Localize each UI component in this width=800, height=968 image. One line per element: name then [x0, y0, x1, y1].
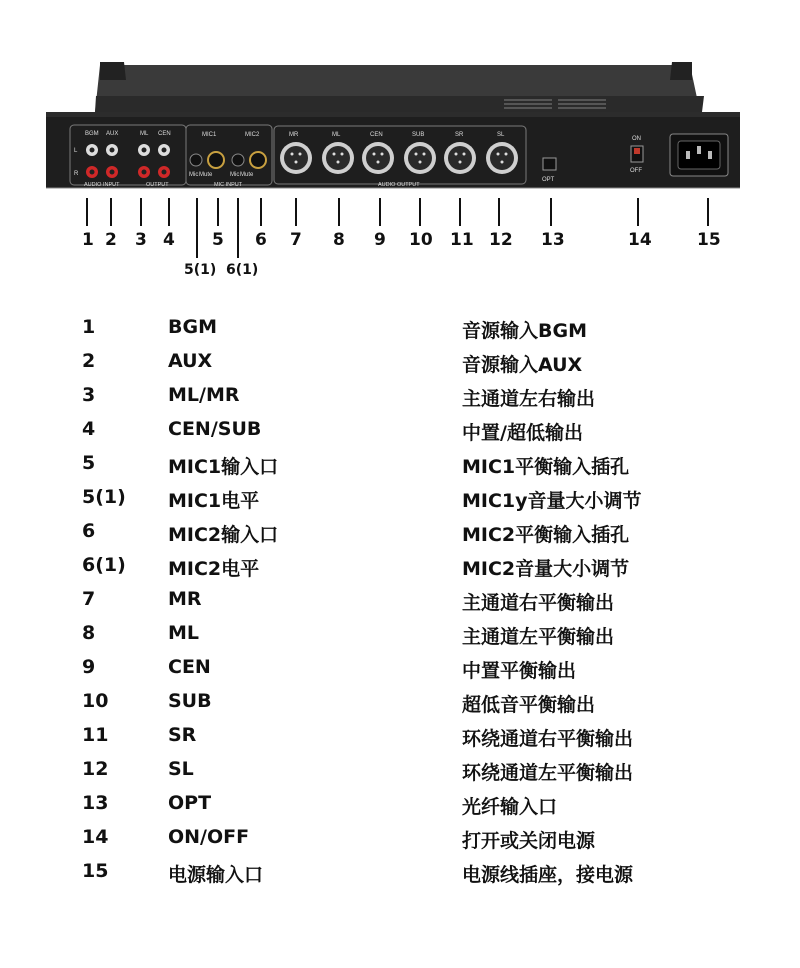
callout-11: 11 [450, 230, 474, 250]
label-on: ON [632, 136, 641, 142]
label-opt: OPT [542, 177, 555, 183]
callout-1: 1 [82, 230, 94, 250]
legend-row [0, 384, 800, 414]
legend-desc: 中置/超低输出 [462, 422, 583, 444]
legend-row [0, 486, 800, 516]
legend-row [0, 826, 800, 856]
label-xlr-sub: SUB [412, 132, 425, 138]
legend-row [0, 656, 800, 686]
legend-desc: 打开或关闭电源 [462, 830, 596, 852]
callout-6-1: 6(1) [226, 262, 259, 278]
legend-row [0, 860, 800, 890]
label-mic2-knob: Mic [230, 172, 240, 178]
legend-name: SL [168, 758, 194, 780]
legend-name: SUB [168, 690, 212, 712]
label-xlr-mr: MR [289, 132, 299, 138]
legend-desc: 主通道左右输出 [462, 388, 596, 410]
legend-desc: 电源线插座，接电源 [462, 864, 634, 886]
legend-row [0, 622, 800, 652]
label-mic2: MIC2 [245, 132, 260, 138]
rear-panel-diagram [0, 0, 800, 290]
legend-num: 12 [82, 758, 109, 780]
legend-num: 5 [82, 452, 96, 474]
group-audio-input: AUDIO INPUT [84, 182, 120, 188]
legend-num: 6(1) [82, 554, 126, 576]
callout-8: 8 [333, 230, 345, 250]
group-audio-output: AUDIO OUTPUT [378, 182, 420, 188]
legend-name: AUX [168, 350, 213, 372]
callout-5: 5 [212, 230, 224, 250]
callout-13: 13 [541, 230, 565, 250]
legend-row [0, 316, 800, 346]
legend-desc: 光纤输入口 [462, 796, 558, 818]
legend-name: CEN/SUB [168, 418, 262, 440]
legend-num: 13 [82, 792, 109, 814]
legend-row [0, 350, 800, 380]
callout-5-1: 5(1) [184, 262, 217, 278]
label-ml: ML [140, 131, 149, 137]
legend-desc: 主通道右平衡输出 [462, 592, 615, 614]
legend-num: 7 [82, 588, 96, 610]
group-output: OUTPUT [146, 182, 169, 188]
legend-name: MIC1电平 [168, 490, 260, 512]
label-mic2-mute: Mute [240, 172, 254, 178]
legend-desc: MIC1y音量大小调节 [462, 490, 642, 512]
label-xlr-cen: CEN [370, 132, 383, 138]
label-xlr-sr: SR [455, 132, 464, 138]
legend-row [0, 690, 800, 720]
legend-name: BGM [168, 316, 217, 338]
label-cen: CEN [158, 131, 171, 137]
legend-num: 14 [82, 826, 109, 848]
label-bgm: BGM [85, 131, 99, 137]
callout-9: 9 [374, 230, 386, 250]
mic1-jack [208, 152, 224, 168]
legend-desc: MIC1平衡输入插孔 [462, 456, 630, 478]
legend-name: MR [168, 588, 202, 610]
label-row-r: R [74, 171, 79, 177]
legend-name: ON/OFF [168, 826, 250, 848]
legend-name: CEN [168, 656, 211, 678]
legend-num: 4 [82, 418, 96, 440]
legend-num: 11 [82, 724, 109, 746]
legend-name: OPT [168, 792, 212, 814]
group-mic-input: MIC INPUT [214, 182, 243, 188]
legend-row [0, 758, 800, 788]
legend-desc: 环绕通道左平衡输出 [462, 762, 634, 784]
rack-ear-left [100, 62, 126, 80]
legend-row [0, 452, 800, 482]
legend-num: 1 [82, 316, 96, 338]
legend-row [0, 520, 800, 550]
callout-lines [87, 198, 708, 258]
legend-num: 6 [82, 520, 96, 542]
legend-num: 8 [82, 622, 96, 644]
label-mic1: MIC1 [202, 132, 217, 138]
mic2-jack [250, 152, 266, 168]
legend-num: 5(1) [82, 486, 126, 508]
label-xlr-ml: ML [332, 132, 341, 138]
rack-ear-right [670, 62, 692, 80]
legend-row [0, 418, 800, 448]
legend-desc: 音源输入BGM [462, 320, 587, 342]
legend-num: 2 [82, 350, 96, 372]
callout-14: 14 [628, 230, 652, 250]
legend-row [0, 588, 800, 618]
callout-4: 4 [163, 230, 175, 250]
label-xlr-sl: SL [497, 132, 505, 138]
callout-10: 10 [409, 230, 433, 250]
callout-15: 15 [697, 230, 721, 250]
legend-desc: 超低音平衡输出 [462, 694, 596, 716]
legend-desc: 音源输入AUX [462, 354, 583, 376]
mic1-level-knob [190, 154, 202, 166]
callout-12: 12 [489, 230, 513, 250]
legend-num: 9 [82, 656, 96, 678]
legend-name: 电源输入口 [168, 864, 264, 886]
legend-name: MIC2输入口 [168, 524, 279, 546]
legend-num: 10 [82, 690, 109, 712]
legend-name: MIC1输入口 [168, 456, 279, 478]
legend-name: MIC2电平 [168, 558, 260, 580]
label-aux: AUX [106, 131, 119, 137]
label-mic1-knob: Mic [189, 172, 199, 178]
legend-row [0, 724, 800, 754]
legend-row [0, 792, 800, 822]
callout-3: 3 [135, 230, 147, 250]
callout-2: 2 [105, 230, 117, 250]
legend-row [0, 554, 800, 584]
label-off: OFF [630, 168, 642, 174]
callout-6: 6 [255, 230, 267, 250]
legend-desc: 中置平衡输出 [462, 660, 577, 682]
legend-desc: 主通道左平衡输出 [462, 626, 615, 648]
legend-num: 3 [82, 384, 96, 406]
legend-name: ML [168, 622, 200, 644]
legend-desc: 环绕通道右平衡输出 [462, 728, 634, 750]
label-row-l: L [74, 148, 78, 154]
callout-7: 7 [290, 230, 302, 250]
legend-name: SR [168, 724, 197, 746]
legend-desc: MIC2音量大小调节 [462, 558, 630, 580]
legend-num: 15 [82, 860, 109, 882]
legend-desc: MIC2平衡输入插孔 [462, 524, 630, 546]
optical-port [543, 158, 556, 170]
mic2-level-knob [232, 154, 244, 166]
label-mic1-mute: Mute [199, 172, 213, 178]
legend-name: ML/MR [168, 384, 240, 406]
